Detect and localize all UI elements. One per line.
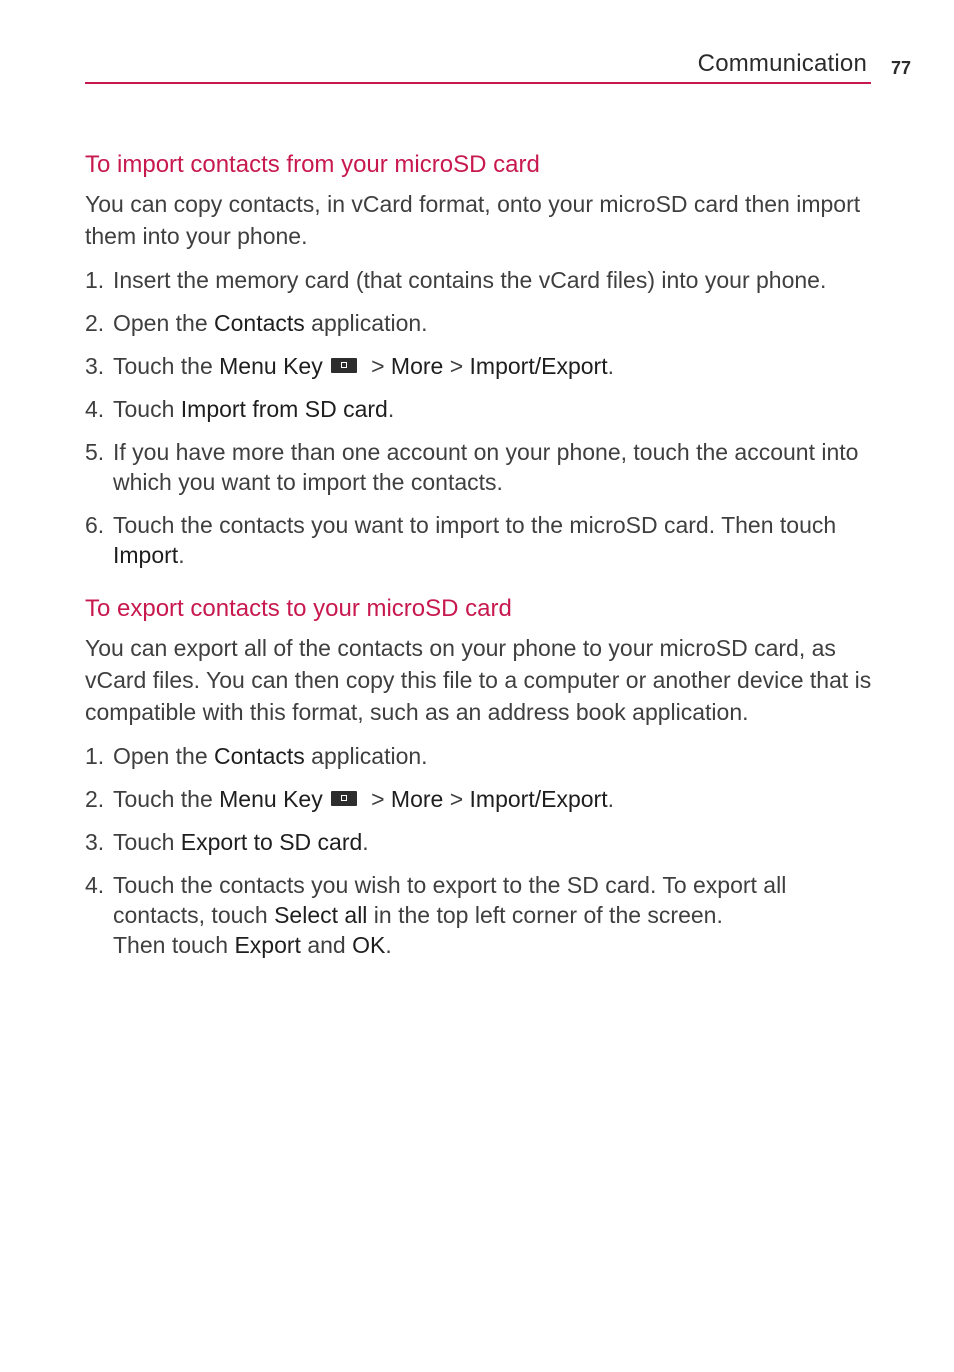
ui-term: More — [390, 786, 444, 812]
step-text: in the top left corner of the screen. — [367, 902, 723, 928]
step-text: . — [387, 396, 395, 422]
step-text: . — [385, 932, 392, 958]
list-item — [85, 510, 875, 570]
ui-term: Contacts — [214, 310, 305, 336]
step-number: 2. — [85, 786, 105, 812]
menu-key-icon — [331, 358, 357, 373]
step-text: Open the — [113, 310, 215, 336]
ui-term: Menu Key — [219, 786, 323, 812]
step-text: Touch the — [113, 353, 220, 379]
step-text: . — [607, 353, 614, 379]
export-steps-list — [85, 741, 875, 960]
step-text: Open the — [113, 743, 215, 769]
import-steps-list — [85, 265, 875, 570]
ui-term: Export to SD card — [180, 829, 363, 855]
list-item — [85, 394, 875, 424]
step-text: > — [364, 353, 391, 379]
step-number: 4. — [85, 872, 105, 898]
ui-term: Contacts — [214, 743, 305, 769]
ui-term: More — [390, 353, 444, 379]
ui-term: Export — [234, 932, 301, 958]
list-item — [85, 308, 875, 338]
menu-key-icon — [331, 791, 357, 806]
step-text: Touch the contacts you want to import to the microSD card. Then touch — [113, 512, 837, 538]
step-text: Touch the — [113, 786, 220, 812]
page-header — [85, 50, 871, 84]
step-number: 2. — [85, 310, 105, 336]
step-text: . — [362, 829, 369, 855]
section-heading-export: To export contacts to your microSD card — [85, 595, 512, 622]
step-text: . — [178, 542, 185, 568]
header-title: Communication — [697, 50, 867, 77]
step-text: . — [607, 786, 614, 812]
step-number: 5. — [85, 439, 105, 465]
step-number: 4. — [85, 396, 105, 422]
step-number: 1. — [85, 743, 105, 769]
step-number: 3. — [85, 353, 105, 379]
ui-term: Import from SD card — [180, 396, 388, 422]
step-number: 3. — [85, 829, 105, 855]
list-item — [85, 827, 875, 857]
step-text: > — [364, 786, 391, 812]
step-text: If you have more than one account on your phone, touch the account into which you want to import the contacts. — [113, 439, 859, 495]
step-text: application. — [304, 743, 428, 769]
ui-term: Import — [113, 542, 179, 568]
step-text: application. — [304, 310, 428, 336]
list-item — [85, 870, 875, 960]
step-text: Touch — [113, 829, 181, 855]
step-number: 6. — [85, 512, 105, 538]
ui-term: Import/Export — [469, 353, 608, 379]
step-text: Touch — [113, 396, 181, 422]
ui-term: Import/Export — [469, 786, 608, 812]
step-text: > — [443, 353, 470, 379]
section-heading-import: To import contacts from your microSD card — [85, 151, 540, 178]
list-item — [85, 741, 875, 771]
step-text: > — [443, 786, 470, 812]
list-item — [85, 437, 875, 497]
list-item — [85, 351, 875, 381]
page-content — [85, 148, 875, 960]
step-text: Then touch — [113, 932, 235, 958]
step-text: Touch the contacts you wish to export to the SD card. To export all contacts, touch — [113, 872, 787, 928]
step-text: Insert the memory card (that contains the vCard files) into your phone. — [113, 267, 827, 293]
ui-term: OK — [352, 932, 386, 958]
section-intro-export: You can export all of the contacts on your phone to your microSD card, as vCard files. You can then copy this file to a computer or another device that is compatible with this format, such as an address book application. — [85, 635, 872, 725]
ui-term: Menu Key — [219, 353, 323, 379]
list-item — [85, 784, 875, 814]
step-number: 1. — [85, 267, 105, 293]
ui-term: Select all — [274, 902, 368, 928]
list-item — [85, 265, 875, 295]
page-number: 77 — [891, 58, 912, 78]
section-intro-import: You can copy contacts, in vCard format, onto your microSD card then import them into your phone. — [85, 191, 861, 249]
step-text: and — [300, 932, 353, 958]
